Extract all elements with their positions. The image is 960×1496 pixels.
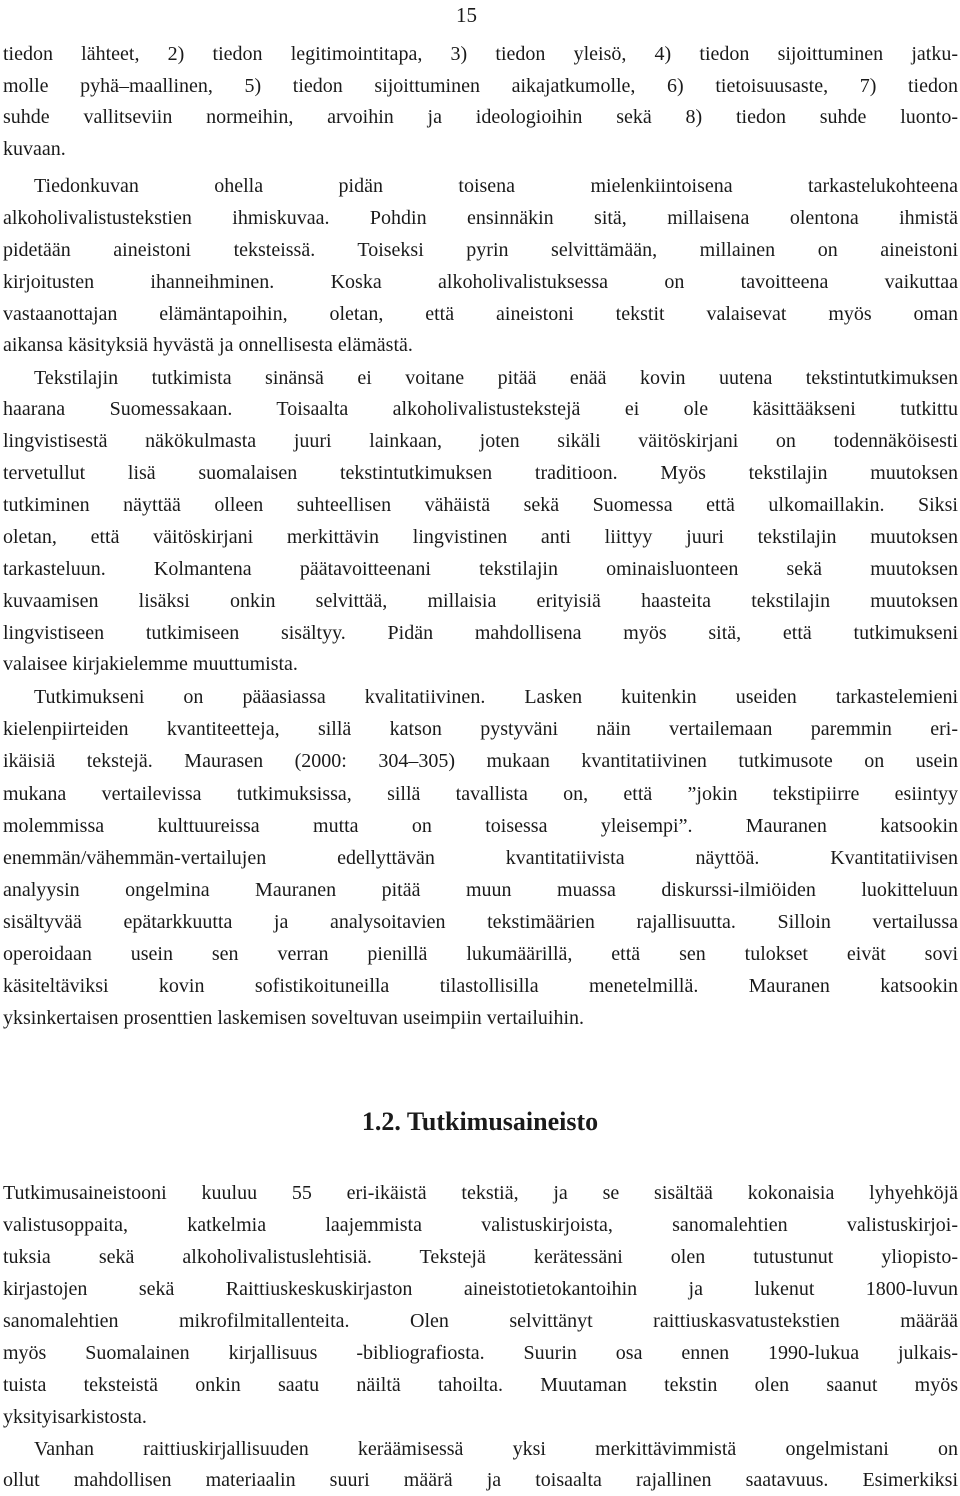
text-line: myös Suomalainen kirjallisuus -bibliografiosta. Suurin osa ennen 1990-lukua julkais- (3, 1342, 958, 1364)
text-line: tuksia sekä alkoholivalistuslehtisiä. Tekstejä kerätessäni olen tutustunut yliopisto- (3, 1246, 958, 1268)
text-line: ollut mahdollisen materiaalin suuri määrä ja toisaalta rajallinen saatavuus. Esimerkiksi (3, 1469, 958, 1491)
section-heading: 1.2. Tutkimusaineisto (361, 1107, 599, 1136)
text-line: molle pyhä–maallinen, 5) tiedon sijoittuminen aikajatkumolle, 6) tietoisuusaste, 7) tiedon (3, 75, 958, 97)
text-line: sisältyvää epätarkkuutta ja analysoitavien tekstimäärien rajallisuutta. Silloin vertailussa (3, 911, 958, 933)
text-line: kielenpiirteiden kvantiteetteja, sillä katson pystyväni näin vertailemaan paremmin eri- (3, 718, 958, 740)
text-line: molemmissa kulttuureissa mutta on toisessa yleisempi”. Mauranen katsookin (3, 815, 958, 837)
text-line: kirjastojen sekä Raittiuskeskuskirjaston aineistotietokantoihin ja lukenut 1800-luvun (3, 1278, 958, 1300)
text-line: kuvaamisen lisäksi onkin selvittää, millaisia erityisiä haasteita tekstilajin muutoksen (3, 590, 958, 612)
text-line: Vanhan raittiuskirjallisuuden keräämisessä yksi merkittävimmistä ongelmistani on (34, 1438, 958, 1460)
text-line: operoidaan usein sen verran pienillä lukumäärillä, että sen tulokset eivät sovi (3, 943, 958, 965)
text-line: yksinkertaisen prosenttien laskemisen soveltuvan useimpiin vertailuihin. (3, 1007, 584, 1029)
text-line: kirjoitusten ihanneihminen. Koska alkoholivalistuksessa on tavoitteena vaikuttaa (3, 271, 958, 293)
text-line: valistusoppaita, katkelmia laajemmista valistuskirjoista, sanomalehtien valistuskirjoi- (3, 1214, 958, 1236)
text-line: Tutkimusaineistooni kuuluu 55 eri-ikäistä tekstiä, ja se sisältää kokonaisia lyhyehköjä (3, 1182, 958, 1204)
text-line: oletan, että väitöskirjani merkittävin lingvistinen anti liittyy juuri tekstilajin muutoksen (3, 526, 958, 548)
text-line: valaisee kirjakielemme muuttumista. (3, 653, 298, 675)
text-line: enemmän/vähemmän-vertailujen edellyttävän kvantitatiivista näyttöä. Kvantitatiivisen (3, 847, 958, 869)
text-line: aikansa käsityksiä hyvästä ja onnellisesta elämästä. (3, 334, 413, 356)
text-line: tutkiminen näyttää olleen suhteellisen vähäistä sekä Suomessa että ulkomaillakin. Siksi (3, 494, 958, 516)
text-line: käsiteltäviksi kovin sofistikoituneilla tilastollisilla menetelmillä. Mauranen katsookin (3, 975, 958, 997)
text-line: tiedon lähteet, 2) tiedon legitimointitapa, 3) tiedon yleisö, 4) tiedon sijoittuminen jatku- (3, 43, 958, 65)
text-line: kuvaan. (3, 138, 66, 160)
page-number: 15 (456, 3, 477, 27)
text-line: alkoholivalistustekstien ihmiskuvaa. Pohdin ensinnäkin sitä, millaisena olentona ihmistä (3, 207, 958, 229)
text-line: sanomalehtien mikrofilmitallenteita. Olen selvittänyt raittiuskasvatustekstien määrää (3, 1310, 958, 1332)
text-line: lingvistiseen tutkimiseen sisältyy. Pidän mahdollisena myös sitä, että tutkimukseni (3, 622, 958, 644)
text-line: tarkasteluun. Kolmantena päätavoitteenani tekstilajin ominaisluonteen sekä muutoksen (3, 558, 958, 580)
text-line: analyysin ongelmina Mauranen pitää muun muassa diskurssi-ilmiöiden luokitteluun (3, 879, 958, 901)
text-line: vastaanottajan elämäntapoihin, oletan, että aineistoni tekstit valaisevat myös oman (3, 303, 958, 325)
text-line: Tiedonkuvan ohella pidän toisena mielenkiintoisena tarkastelukohteena (34, 175, 958, 197)
text-line: yksityisarkistosta. (3, 1406, 147, 1428)
text-line: Tutkimukseni on pääasiassa kvalitatiivinen. Lasken kuitenkin useiden tarkastelemieni (34, 686, 958, 708)
text-line: tuista teksteistä onkin saatu näiltä tahoilta. Muutaman tekstin olen saanut myös (3, 1374, 958, 1396)
text-line: ikäisiä tekstejä. Maurasen (2000: 304–305) mukaan kvantitatiivinen tutkimusote on usein (3, 750, 958, 772)
text-line: lingvistisestä näkökulmasta juuri lainkaan, joten sikäli väitöskirjani on todennäköisesti (3, 430, 958, 452)
text-line: haarana Suomessakaan. Toisaalta alkoholivalistustekstejä ei ole käsittääkseni tutkittu (3, 398, 958, 420)
text-line: mukana vertailevissa tutkimuksissa, sillä tavallista on, että ”jokin tekstipiirre esiintyy (3, 783, 958, 805)
text-line: suhde vallitseviin normeihin, arvoihin ja ideologioihin sekä 8) tiedon suhde luonto- (3, 106, 958, 128)
text-line: Tekstilajin tutkimista sinänsä ei voitane pitää enää kovin uutena tekstintutkimuksen (34, 367, 958, 389)
text-line: pidetään aineistoni teksteissä. Toiseksi pyrin selvittämään, millainen on aineistoni (3, 239, 958, 261)
text-line: tervetullut lisä suomalaisen tekstintutkimuksen traditioon. Myös tekstilajin muutoksen (3, 462, 958, 484)
